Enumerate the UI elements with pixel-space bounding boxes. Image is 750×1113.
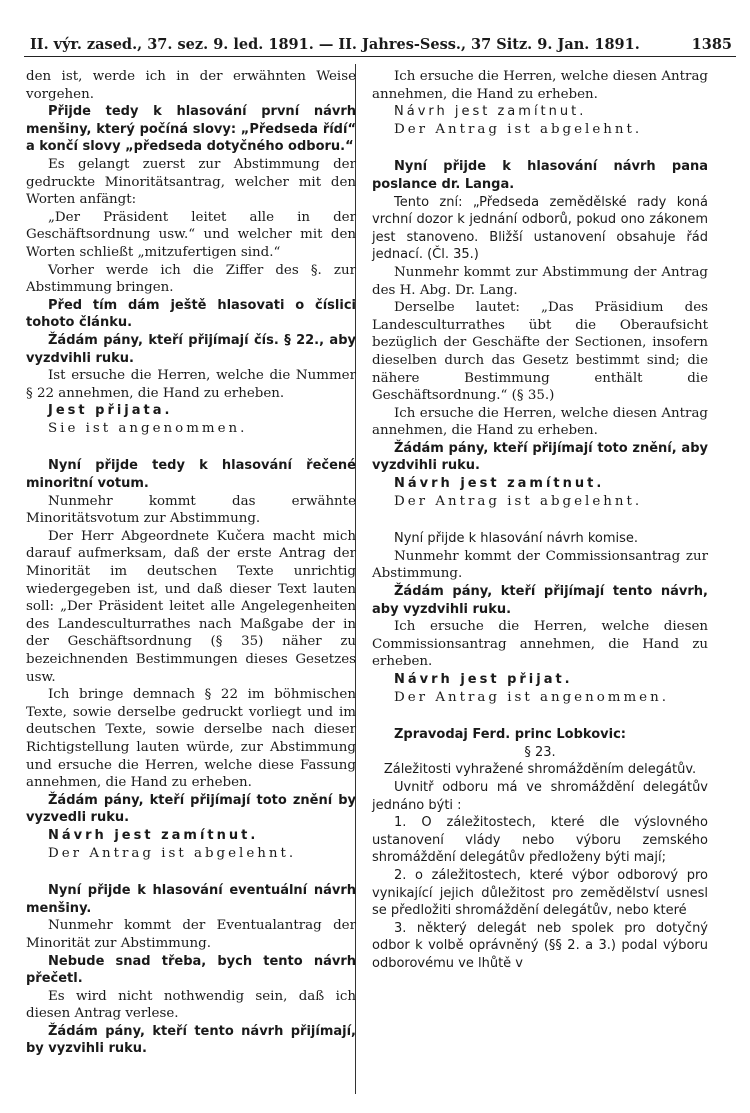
paragraph: Nebude snad třeba, bych tento návrh přečetl. <box>26 953 356 987</box>
paragraph: Ich ersuche die Herren, welche diesen Antrag annehmen, die Hand zu erheben. <box>372 69 708 102</box>
paragraph: Přijde tedy k hlasování první návrh menšiny, který počíná slovy: „Předseda řídí“ a končí slovy „předseda dotyčného odboru.“ <box>26 104 356 155</box>
paragraph: Žádám pány, kteří přijímají čís. § 22., aby vyzdvihli ruku. <box>26 332 356 366</box>
paragraph: Nyní přijde tedy k hlasování řečené minoritní votum. <box>26 458 356 492</box>
paragraph: Nunmehr kommt das erwähnte Minoritätsvotum zur Abstimmung. <box>26 493 356 527</box>
paragraph: Nunmehr kommt der Commissionsantrag zur Abstimmung. <box>372 548 708 582</box>
paragraph: Návrh jest přijat. <box>394 672 573 687</box>
paragraph: Es gelangt zuerst zur Abstimmung der gedruckte Minoritätsantrag, welcher mit den Worten anfängt: <box>26 156 356 208</box>
paragraph: Tento zní: „Předseda zemědělské rady koná vrchní dozor k jednání odborů, pokud ono zákonem jest stanoveno. Bližší ustanovení obsahuje řád jednací. (Čl. 35.) <box>372 194 708 263</box>
paragraph: Nyní přijde k hlasování návrh pana poslance dr. Langa. <box>372 159 708 192</box>
paragraph: Nyní přijde k hlasování eventuální návrh menšiny. <box>26 883 356 916</box>
paragraph: 3. některý delegát neb spolek pro dotyčný odbor k volbě oprávněný (§§ 2. a 3.) podal výboru odborovému ve lhůtě v <box>372 920 708 971</box>
paragraph: Jest přijata. <box>48 403 173 419</box>
running-head: II. výr. zased., 37. sez. 9. led. 1891. — II. Jahres-Sess., 37 Sitz. 9. Jan. 1891. <box>30 36 640 53</box>
paragraph: 2. o záležitostech, které výbor odborový pro vynikající jejich důležitost pro zemědělství usnesl se předložiti shromáždění delegátův, nebo které <box>372 867 708 919</box>
paragraph: Ich bringe demnach § 22 im böhmischen Texte, sowie derselbe gedruckt vorliegt und im deutschen Texte, sowie derselbe nach dieser Richtigstellung lauten würde, zur Abstimmung und ersuche die Herren, welche diese Fassung annehmen, die Hand zu erheben. <box>26 687 356 791</box>
paragraph: Ist ersuche die Herren, welche die Nummer § 22 annehmen, die Hand zu erheben. <box>26 368 356 401</box>
paragraph: den ist, werde ich in der erwähnten Weise vorgehen. <box>26 69 356 102</box>
paragraph: Návrh jest zamítnut. <box>48 827 259 843</box>
paragraph: Zpravodaj Ferd. princ Lobkovic: <box>394 727 626 743</box>
paragraph: Es wird nicht nothwendig sein, daß ich diesen Antrag verlese. <box>26 988 356 1022</box>
paragraph: Sie ist angenommen. <box>48 420 248 436</box>
paragraph: Žádám pány, kteří tento návrh přijímají, by vyzvihli ruku. <box>26 1023 356 1057</box>
paragraph: Návrh jest zamítnut. <box>394 104 587 120</box>
page-number: 1385 <box>691 36 732 53</box>
paragraph: Ich ersuche die Herren, welche diesen Antrag annehmen, die Hand zu erheben. <box>372 405 708 439</box>
paragraph: Derselbe lautet: „Das Präsidium des Landesculturrathes übt die Oberaufsicht bezüglich der Geschäfte der Sectionen, insofern dieselben durch das Gesetz bestimmt sind; die nähere Bestimmung enthält die Geschäftsordnung.“ (§ 35.) <box>372 300 708 404</box>
paragraph: Nyní přijde k hlasování návrh komise. <box>394 531 639 547</box>
page-header <box>24 30 736 57</box>
paragraph: 1. O záležitostech, které dle výslovného ustanovení vlády nebo výboru zemského shromáždění delegátův předloženy býti mají; <box>372 815 708 866</box>
paragraph: Žádám pány, kteří přijímají toto znění by vyzvedli ruku. <box>26 792 356 826</box>
right-column <box>372 68 708 973</box>
paragraph: Ich ersuche die Herren, welche diesen Commissionsantrag annehmen, die Hand zu erheben. <box>372 619 708 670</box>
paragraph: Nunmehr kommt der Eventualantrag der Minorität zur Abstimmung. <box>26 918 356 951</box>
paragraph: Der Antrag ist abgelehnt. <box>48 845 297 861</box>
paragraph: Uvnitř odboru má ve shromáždění delegátův jednáno býti : <box>372 779 708 813</box>
paragraph: Před tím dám ještě hlasovati o číslici tohoto článku. <box>26 297 356 331</box>
paragraph: Nunmehr kommt zur Abstimmung der Antrag des H. Abg. Dr. Lang. <box>372 264 708 298</box>
paragraph: Der Herr Abgeordnete Kučera macht mich darauf aufmerksam, daß der erste Antrag der Minorität im deutschen Texte unrichtig wiedergegeben ist, und daß dieser Text lauten soll: „Der Präsident leitet alle Angelegenheiten des Landesculturrathes nach Maßgabe der in der Geschäftsordnung (§ 35) näher zu bezeichnenden Bestimmungen dieses Gesetzes usw. <box>26 528 356 685</box>
paragraph: Žádám pány, kteří přijímají tento návrh, aby vyzdvihli ruku. <box>372 584 708 617</box>
paragraph: Der Antrag ist abgelehnt. <box>394 493 643 509</box>
paragraph: Der Antrag ist angenommen. <box>394 689 669 705</box>
paragraph: Der Antrag ist abgelehnt. <box>394 121 643 137</box>
paragraph: „Der Präsident leitet alle in der Geschäftsordnung usw.“ und welcher mit den Worten schließt „mitzufertigen sind.“ <box>26 209 356 260</box>
paragraph: Návrh jest zamítnut. <box>394 476 605 492</box>
paragraph: § 23. <box>524 744 556 760</box>
paragraph: Záležitosti vyhražené shromážděním delegátův. <box>383 762 697 778</box>
left-column <box>26 68 356 1058</box>
paragraph: Žádám pány, kteří přijímají toto znění, aby vyzdvihli ruku. <box>372 440 708 474</box>
paragraph: Vorher werde ich die Ziffer des §. zur Abstimmung bringen. <box>26 262 356 296</box>
